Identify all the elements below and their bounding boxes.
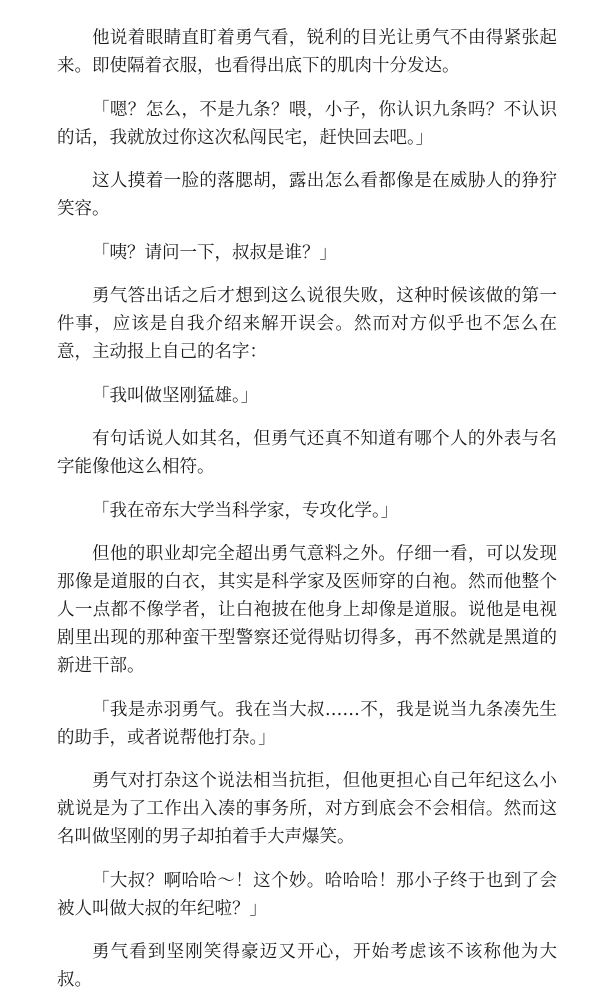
document-page — [57, 24, 557, 994]
dialogue-paragraph: 「大叔？啊哈哈～！这个妙。哈哈哈！那小子终于也到了会被人叫做大叔的年纪啦？」 — [57, 870, 557, 919]
paragraph: 他说着眼睛直盯着勇气看，锐利的目光让勇气不由得紧张起来。即使隔着衣服，也看得出底下的肌肉十分发达。 — [57, 28, 557, 76]
paragraph: 勇气答出话之后才想到这么说很失败，这种时候该做的第一件事，应该是自我介绍来解开误会。然而对方似乎也不怎么在意，主动报上自己的名字： — [57, 286, 557, 362]
paragraph: 勇气对打杂这个说法相当抗拒，但他更担心自己年纪这么小就说是为了工作出入凑的事务所，对方到底会不会相信。然而这名叫做坚刚的男子却拍着手大声爆笑。 — [57, 771, 557, 847]
dialogue-paragraph: 「我在帝东大学当科学家，专攻化学。」 — [92, 500, 399, 521]
dialogue-paragraph: 「我叫做坚刚猛雄。」 — [92, 385, 259, 406]
paragraph: 勇气看到坚刚笑得豪迈又开心，开始考虑该不该称他为大叔。 — [57, 942, 557, 990]
paragraph: 有句话说人如其名，但勇气还真不知道有哪个人的外表与名字能像他这么相符。 — [57, 429, 557, 477]
dialogue-paragraph: 「我是赤羽勇气。我在当大叔……不，我是说当九条凑先生的助手，或者说帮他打杂。」 — [57, 699, 557, 748]
paragraph: 这人摸着一脸的落腮胡，露出怎么看都像是在威胁人的狰狞笑容。 — [57, 171, 557, 219]
dialogue-paragraph: 「嗯？怎么，不是九条？喂，小子，你认识九条吗？不认识的话，我就放过你这次私闯民宅，赶快回去吧。」 — [57, 99, 557, 148]
paragraph: 但他的职业却完全超出勇气意料之外。仔细一看，可以发现那像是道服的白衣，其实是科学家及医师穿的白袍。然而他整个人一点都不像学者，让白袍披在他身上却像是道服。说他是电视剧里出现的那种蛮干型警察还觉得贴切得多，再不然就是黑道的新进干部。 — [57, 544, 557, 676]
dialogue-paragraph: 「咦？请问一下，叔叔是谁？」 — [92, 242, 337, 263]
